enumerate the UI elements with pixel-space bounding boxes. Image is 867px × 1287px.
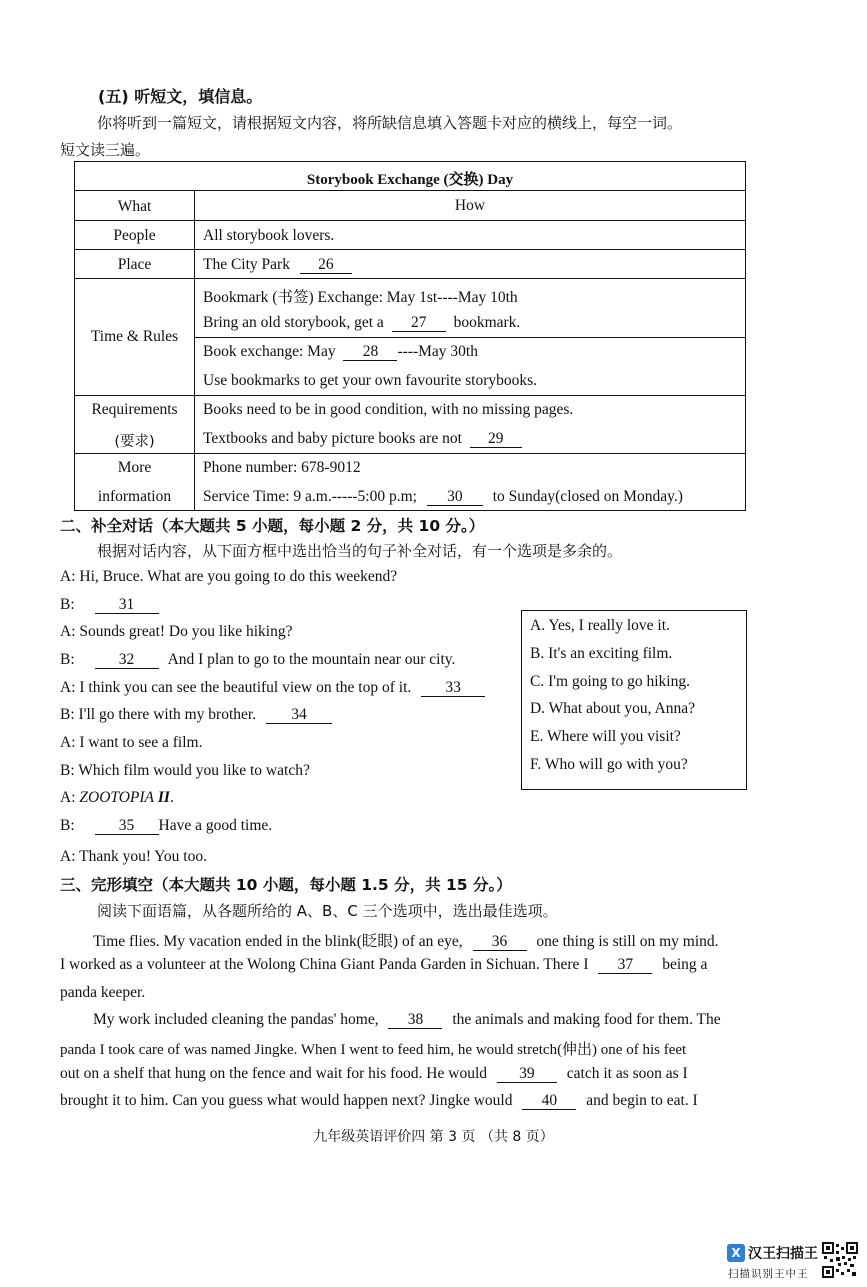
option-c[interactable]: C. I'm going to go hiking. — [530, 673, 690, 690]
scanner-slogan: 扫描识别王中王 — [728, 1268, 809, 1280]
option-e[interactable]: E. Where will you visit? — [530, 728, 681, 745]
table-title: Storybook Exchange (交换) Day — [306, 172, 514, 188]
phone-number-line: Phone number: 678-9012 — [203, 459, 361, 476]
dialog-line-3: A: Sounds great! Do you like hiking? — [60, 623, 293, 640]
option-a[interactable]: A. Yes, I really love it. — [530, 617, 670, 634]
blank-31[interactable]: 31 — [95, 597, 159, 614]
scanner-brand: 汉王扫描王 — [748, 1246, 818, 1262]
blank-27[interactable]: 27 — [392, 315, 446, 332]
blank-35[interactable]: 35 — [95, 818, 159, 835]
section3-heading: 三、完形填空（本大题共 10 小题，每小题 1.5 分，共 15 分。） — [60, 876, 512, 894]
passage-line-6: out on a shelf that hung on the fence and wait for his food. He would 39 catch it as soon as I — [60, 1065, 688, 1082]
more-info-label: More — [117, 459, 152, 476]
dialog-line-2: B: 31 — [60, 596, 159, 614]
more-info-label-2: information — [97, 488, 172, 505]
dialog-line-7: A: I want to see a film. — [60, 734, 203, 751]
people-value: All storybook lovers. — [203, 227, 335, 244]
dialog-line-10: B: 35 Have a good time. — [60, 817, 273, 834]
blank-37[interactable]: 37 — [598, 957, 652, 974]
blank-34[interactable]: 34 — [266, 707, 332, 724]
dialog-line-11: A: Thank you! You too. — [60, 848, 207, 865]
use-bookmarks-line: Use bookmarks to get your own favourite storybooks. — [203, 372, 538, 389]
passage-line-3: panda keeper. — [60, 984, 146, 1001]
passage-line-7: brought it to him. Can you guess what would happen next? Jingke would 40 and begin to eat. I — [60, 1092, 698, 1109]
scanner-logo-icon: X — [727, 1244, 745, 1262]
service-time-line: Service Time: 9 a.m.-----5:00 p.m; 30 to Sunday(closed on Monday.) — [203, 488, 683, 505]
option-f[interactable]: F. Who will go with you? — [530, 756, 688, 773]
option-b[interactable]: B. It's an exciting film. — [530, 645, 673, 662]
dialog-line-6: B: I'll go there with my brother. 34 — [60, 706, 332, 724]
section2-instruction: 根据对话内容，从下面方框中选出恰当的句子补全对话，有一个选项是多余的。 — [97, 542, 623, 560]
blank-33[interactable]: 33 — [421, 680, 485, 697]
storybook-exchange-table — [74, 161, 746, 511]
passage-line-2: I worked as a volunteer at the Wolong China Giant Panda Garden in Sichuan. There I 37 being a — [60, 956, 708, 973]
dialog-line-9: A: ZOOTOPIA II. — [60, 789, 174, 806]
blank-29[interactable]: 29 — [470, 431, 522, 448]
section5-heading: (五) 听短文，填信息。 — [98, 87, 263, 106]
section5-instruction-line1: 你将听到一篇短文，请根据短文内容，将所缺信息填入答题卡对应的横线上，每空一词。 — [97, 114, 683, 132]
place-label: Place — [117, 256, 152, 273]
people-label: People — [113, 227, 156, 244]
time-rules-label: Time & Rules — [90, 328, 179, 345]
options-box — [521, 610, 747, 790]
section2-heading: 二、补全对话（本大题共 5 小题，每小题 2 分，共 10 分。） — [60, 517, 485, 535]
book-exchange-line: Book exchange: May 28 ----May 30th — [203, 343, 478, 360]
passage-line-1: Time flies. My vacation ended in the blink(眨眼) of an eye, 36 one thing is still on my mind. — [93, 933, 719, 950]
col-what-header: What — [117, 198, 152, 215]
dialog-line-1: A: Hi, Bruce. What are you going to do this weekend? — [60, 568, 398, 585]
blank-39[interactable]: 39 — [497, 1066, 557, 1083]
requirements-line2: Textbooks and baby picture books are not 29 — [203, 430, 522, 448]
dialog-line-5: A: I think you can see the beautiful view on the top of it. 33 — [60, 679, 485, 697]
blank-30[interactable]: 30 — [427, 489, 483, 506]
blank-32[interactable]: 32 — [95, 652, 159, 669]
blank-38[interactable]: 38 — [388, 1012, 442, 1029]
section5-instruction-line2: 短文读三遍。 — [60, 141, 151, 159]
section3-instruction: 阅读下面语篇，从各题所给的 A、B、C 三个选项中，选出最佳选项。 — [97, 902, 558, 920]
requirements-label: Requirements — [91, 401, 178, 418]
bring-storybook-line: Bring an old storybook, get a 27 bookmark. — [203, 314, 521, 331]
col-how-header: How — [454, 197, 486, 214]
dialog-line-4: B: 32 And I plan to go to the mountain near our city. — [60, 651, 456, 668]
option-d[interactable]: D. What about you, Anna? — [530, 700, 696, 717]
qr-code-icon — [822, 1242, 858, 1278]
requirements-label-cn: (要求) — [114, 434, 155, 450]
requirements-line1: Books need to be in good condition, with no missing pages. — [203, 401, 574, 418]
passage-line-5: panda I took care of was named Jingke. When I went to feed him, he would stretch(伸出) one of his feet — [60, 1042, 687, 1058]
place-value: The City Park 26 — [203, 256, 352, 274]
passage-line-4: My work included cleaning the pandas' home, 38 the animals and making food for them. The — [93, 1011, 721, 1028]
blank-40[interactable]: 40 — [522, 1093, 576, 1110]
dialog-line-8: B: Which film would you like to watch? — [60, 762, 310, 779]
bookmark-exchange-line: Bookmark (书签) Exchange: May 1st----May 10th — [203, 289, 518, 306]
blank-28[interactable]: 28 — [343, 344, 397, 361]
page-footer: 九年级英语评价四 第 3 页 （共 8 页） — [313, 1129, 554, 1145]
blank-36[interactable]: 36 — [473, 934, 527, 951]
blank-26[interactable]: 26 — [300, 257, 352, 274]
